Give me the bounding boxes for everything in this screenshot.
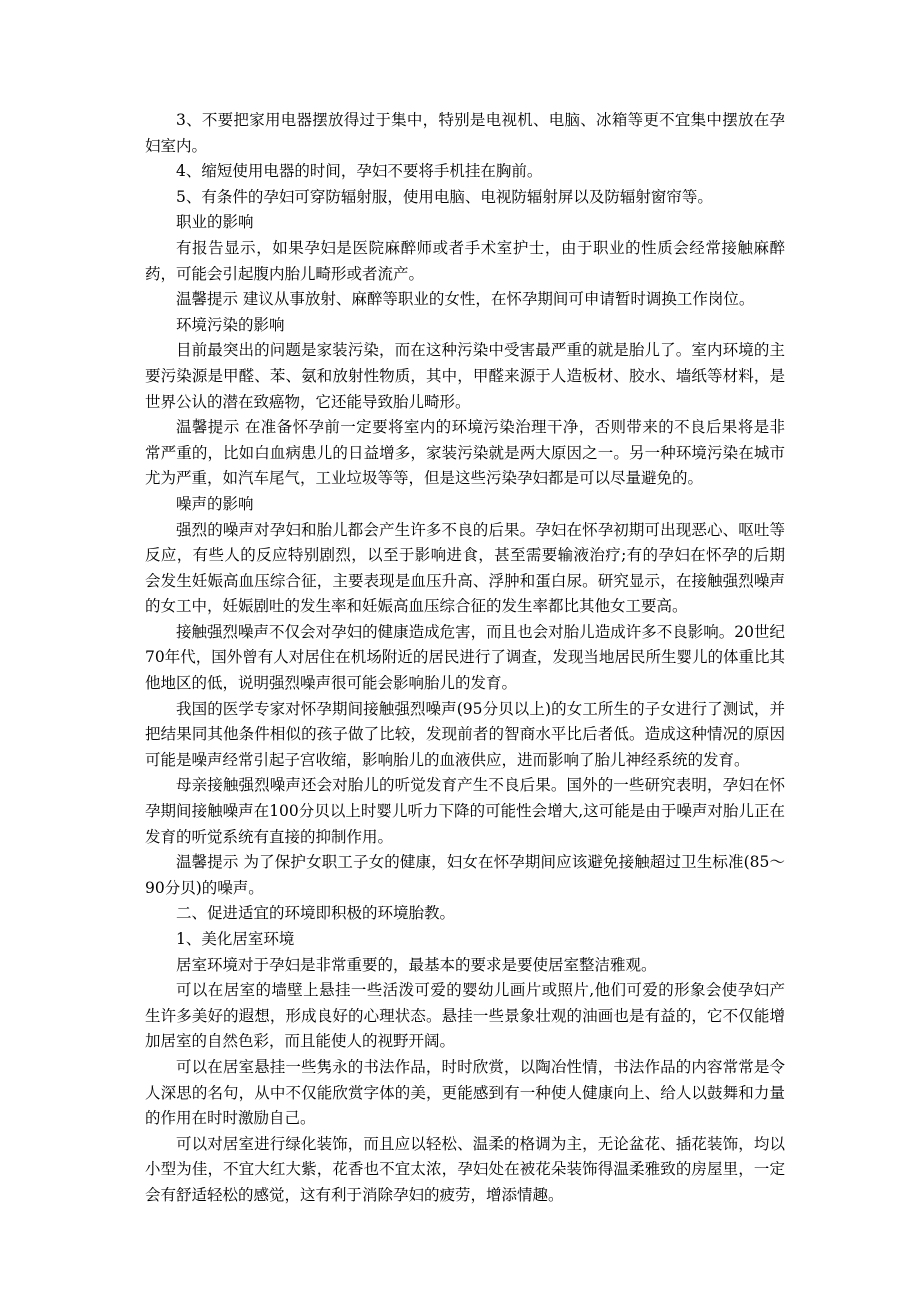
section-heading-occupation: 职业的影响 [176, 213, 254, 232]
paragraph-home-intro: 居室环境对于孕妇是非常重要的，最基本的要求是要使居室整洁雅观。 [176, 955, 657, 974]
paragraph-home-plants: 可以对居室进行绿化装饰，而且应以轻松、温柔的格调为主，无论盆花、插花装饰，均以小型为佳，不宜大红大紫，花香也不宜太浓，孕妇处在被花朵装饰得温柔雅致的房屋里，一定会有舒适轻松的感觉，这有利于消除孕妇的疲劳，增添情趣。 [145, 1134, 785, 1204]
paragraph-occupation-report: 有报告显示，如果孕妇是医院麻醉师或者手术室护士，由于职业的性质会经常接触麻醉药，可能会引起腹内胎儿畸形或者流产。 [145, 238, 785, 283]
paragraph-pollution-sources: 目前最突出的问题是家装污染，而在这种污染中受害最严重的就是胎儿了。室内环境的主要污染源是甲醛、苯、氨和放射性物质，其中，甲醛来源于人造板材、胶水、墙纸等材料，是世界公认的潜在致癌物，它还能导致胎儿畸形。 [145, 341, 785, 411]
section-heading-environment: 二、促进适宜的环境即积极的环境胎教。 [176, 904, 456, 923]
paragraph-noise-effects: 强烈的噪声对孕妇和胎儿都会产生许多不良的后果。孕妇在怀孕初期可出现恶心、呕吐等反应，有些人的反应特别剧烈，以至于影响进食，甚至需要输液治疗;有的孕妇在怀孕的后期会发生妊娠高血压综合征，主要表现是血压升高、浮肿和蛋白尿。研究显示，在接触强烈噪声的女工中，妊娠剧吐的发生率和妊娠高血压综合征的发生率都比其他女工要高。 [145, 520, 785, 616]
paragraph-occupation-tip: 温馨提示 建议从事放射、麻醉等职业的女性，在怀孕期间可申请暂时调换工作岗位。 [176, 290, 755, 309]
paragraph-pollution-tip: 温馨提示 在准备怀孕前一定要将室内的环境污染治理干净，否则带来的不良后果将是非常严重的，比如白血病患儿的日益增多，家装污染就是两大原因之一。另一种环境污染在城市尤为严重，如汽车尾气，工业垃圾等等，但是这些污染孕妇都是可以尽量避免的。 [145, 418, 785, 488]
paragraph-noise-hearing: 母亲接触强烈噪声还会对胎儿的听觉发育产生不良后果。国外的一些研究表明，孕妇在怀孕期间接触噪声在100分贝以上时婴儿听力下降的可能性会增大,这可能是由于噪声对胎儿正在发育的听觉系统有直接的抑制作用。 [145, 776, 785, 846]
paragraph-noise-study: 我国的医学专家对怀孕期间接触强烈噪声(95分贝以上)的女工所生的子女进行了测试，并把结果同其他条件相似的孩子做了比较，发现前者的智商水平比后者低。造成这种情况的原因可能是噪声经常引起子宫收缩，影响胎儿的血液供应，进而影响了胎儿神经系统的发育。 [145, 699, 785, 769]
document-page [145, 108, 785, 1209]
paragraph-home-pictures: 可以在居室的墙壁上悬挂一些活泼可爱的婴幼儿画片或照片,他们可爱的形象会使孕妇产生许多美好的遐想，形成良好的心理状态。悬挂一些景象壮观的油画也是有益的，它不仅能增加居室的自然色彩，而且能使人的视野开阔。 [145, 981, 785, 1051]
subsection-heading-home: 1、美化居室环境 [176, 930, 295, 948]
paragraph-noise-fetus: 接触强烈噪声不仅会对孕妇的健康造成危害，而且也会对胎儿造成许多不良影响。20世纪70年代，国外曾有人对居住在机场附近的居民进行了调查，发现当地居民所生婴儿的体重比其他地区的低，说明强烈噪声很可能会影响胎儿的发育。 [145, 622, 785, 693]
paragraph-tip-usage-time: 4、缩短使用电器的时间，孕妇不要将手机挂在胸前。 [176, 162, 543, 181]
paragraph-tip-appliances: 3、不要把家用电器摆放得过于集中，特别是电视机、电脑、冰箱等更不宜集中摆放在孕妇室内。 [145, 111, 785, 155]
paragraph-tip-radiation-protection: 5、有条件的孕妇可穿防辐射服，使用电脑、电视防辐射屏以及防辐射窗帘等。 [176, 187, 713, 206]
section-heading-pollution: 环境污染的影响 [176, 315, 285, 334]
paragraph-home-calligraphy: 可以在居室悬挂一些隽永的书法作品，时时欣赏，以陶冶性情，书法作品的内容常常是令人深思的名句，从中不仅能欣赏字体的美，更能感到有一种使人健康向上、给人以鼓舞和力量的作用在时时激励自己。 [145, 1057, 785, 1128]
paragraph-noise-tip: 温馨提示 为了保护女职工子女的健康，妇女在怀孕期间应该避免接触超过卫生标准(85～90分贝)的噪声。 [145, 853, 785, 897]
section-heading-noise: 噪声的影响 [176, 494, 254, 513]
